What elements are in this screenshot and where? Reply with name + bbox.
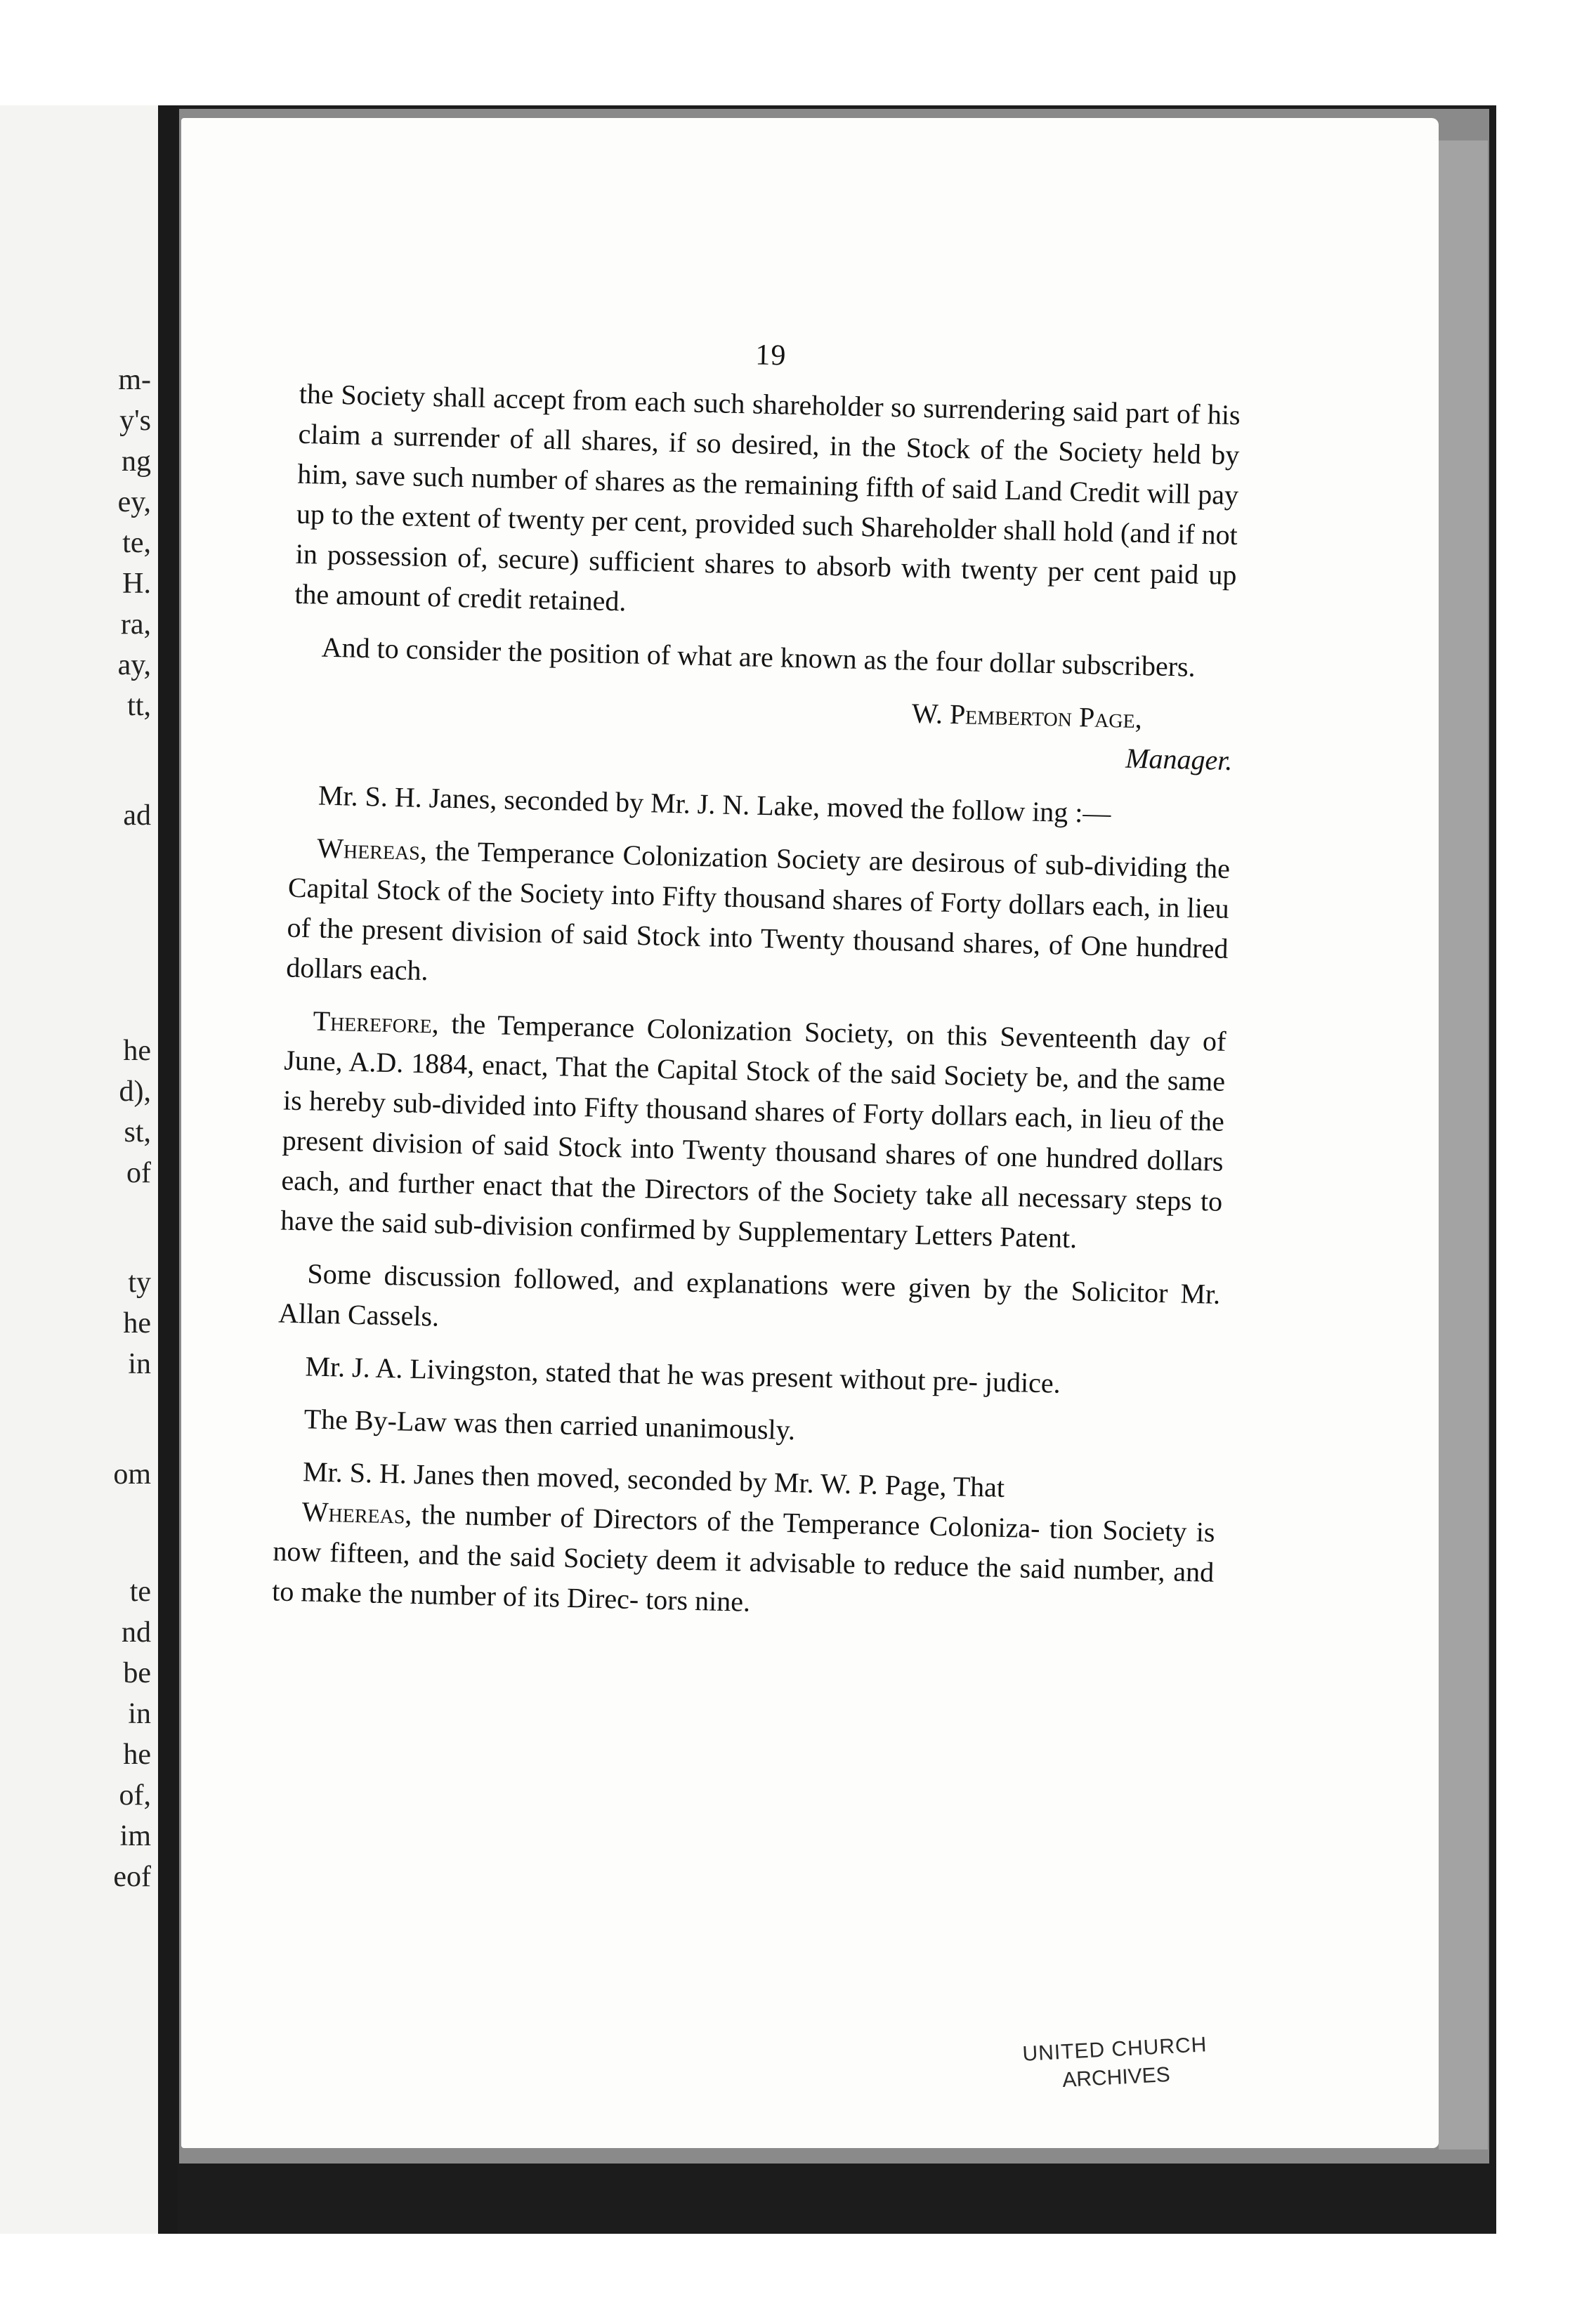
- bylaw-carried: The By-Law was then carried unanimously.: [303, 1403, 796, 1446]
- left-page-fragment: tt,: [127, 690, 151, 722]
- whereas-lead: Whereas,: [316, 832, 428, 867]
- left-page-fragment: ad: [123, 799, 151, 832]
- motion-janes-lake: Mr. S. H. Janes, seconded by Mr. J. N. Lake, moved the follow ing :—: [318, 779, 1111, 830]
- left-page-fragment: st,: [124, 1116, 151, 1148]
- film-border-top: [0, 0, 1596, 105]
- left-page-fragment: in: [128, 1698, 151, 1730]
- whereas-directors: Whereas, the number of Directors of the Temperance Coloniza- tion Society is now fifteen, and the said Society deem it advisable to reduce the said number, and to make the number of its Direc- tors nine.: [271, 1495, 1216, 1618]
- left-page-fragment: he: [123, 1307, 151, 1340]
- document-page: [181, 118, 1439, 2148]
- book-gutter: [158, 105, 178, 2234]
- signature-title: Manager.: [1125, 742, 1233, 777]
- therefore-enactment: Therefore, the Temperance Colonization Society, on this Seventeenth day of June, A.D. 1884, enact, That the Capital Stock of the said Society be, and the same is hereby sub-divided into Fifty thousand shares of Forty dollars each, in lieu of the present division of said Stock into Twenty thousand shares of one hundred dollars each, and further enact that the Directors of the Society take all necessary steps to have the said sub-division confirmed by Supplementary Letters Patent.: [280, 1004, 1227, 1255]
- whereas-subdivision: Whereas, the Temperance Colonization Society are desirous of sub-dividing the Capital Stock of the Society into Fifty thousand shares of Forty dollars each, in lieu of the present division of said Stock into Twenty thousand shares, of One hundred dollars each.: [285, 832, 1231, 987]
- left-page-fragment: he: [123, 1035, 151, 1067]
- motion-janes-page: Mr. S. H. Janes then moved, seconded by Mr. W. P. Page, That: [302, 1455, 1005, 1503]
- left-page-fragment: ng: [122, 445, 151, 478]
- page-number: 19: [754, 339, 787, 372]
- therefore-lead: Therefore,: [313, 1004, 440, 1040]
- left-page-fragment: in: [128, 1348, 151, 1380]
- page-body: [271, 325, 1242, 1645]
- left-page-fragment: im: [119, 1820, 151, 1852]
- film-border-right: [1496, 0, 1596, 2304]
- left-page-fragment: of: [126, 1157, 151, 1189]
- left-page-fragment: ey,: [117, 486, 151, 518]
- left-page-fragment: of,: [119, 1779, 151, 1812]
- left-page-fragment: nd: [122, 1616, 151, 1649]
- left-page-fragment: y's: [119, 405, 151, 437]
- left-page-fragment: d),: [119, 1075, 151, 1108]
- previous-page-sliver: [0, 105, 158, 2234]
- left-page-fragment: ay,: [117, 649, 151, 681]
- whereas-lead-2: Whereas,: [301, 1495, 412, 1530]
- left-page-fragment: ra,: [120, 608, 151, 641]
- left-page-fragment: eof: [113, 1861, 151, 1893]
- paragraph-continuation: the Society shall accept from each such shareholder so surrendering said part of his claim a surrender of all shares, if so desired, in the Stock of the Society held by him, save such number of shares as the remaining fifth of said Land Credit will pay up to the extent of twenty per cent, provided such Shareholder shall hold (and if not in possession of, secure) sufficient shares to absorb with twenty per cent paid up the amount of credit retained.: [294, 377, 1241, 617]
- left-page-fragment: te,: [122, 527, 151, 559]
- left-page-fragment: ty: [128, 1266, 151, 1299]
- page-backing-edge: [1439, 140, 1488, 2149]
- left-page-fragment: m-: [118, 364, 151, 396]
- archive-stamp: UNITED CHURCH ARCHIVES: [1021, 2033, 1208, 2092]
- discussion-paragraph: Some discussion followed, and explanations were given by the Solicitor Mr. Allan Cassels.: [277, 1257, 1221, 1333]
- livingston-paragraph: Mr. J. A. Livingston, stated that he was present without pre- judice.: [305, 1350, 1061, 1399]
- paragraph-four-dollar: And to consider the position of what are known as the four dollar subscribers.: [321, 631, 1196, 683]
- signature-name: W. Pemberton Page,: [911, 697, 1143, 735]
- left-page-fragment: te: [129, 1576, 151, 1608]
- left-page-fragment: om: [113, 1458, 151, 1491]
- left-page-fragment: be: [123, 1657, 151, 1689]
- film-border-bottom: [0, 2234, 1596, 2304]
- left-page-fragment: he: [123, 1739, 151, 1771]
- left-page-fragment: H.: [122, 568, 151, 600]
